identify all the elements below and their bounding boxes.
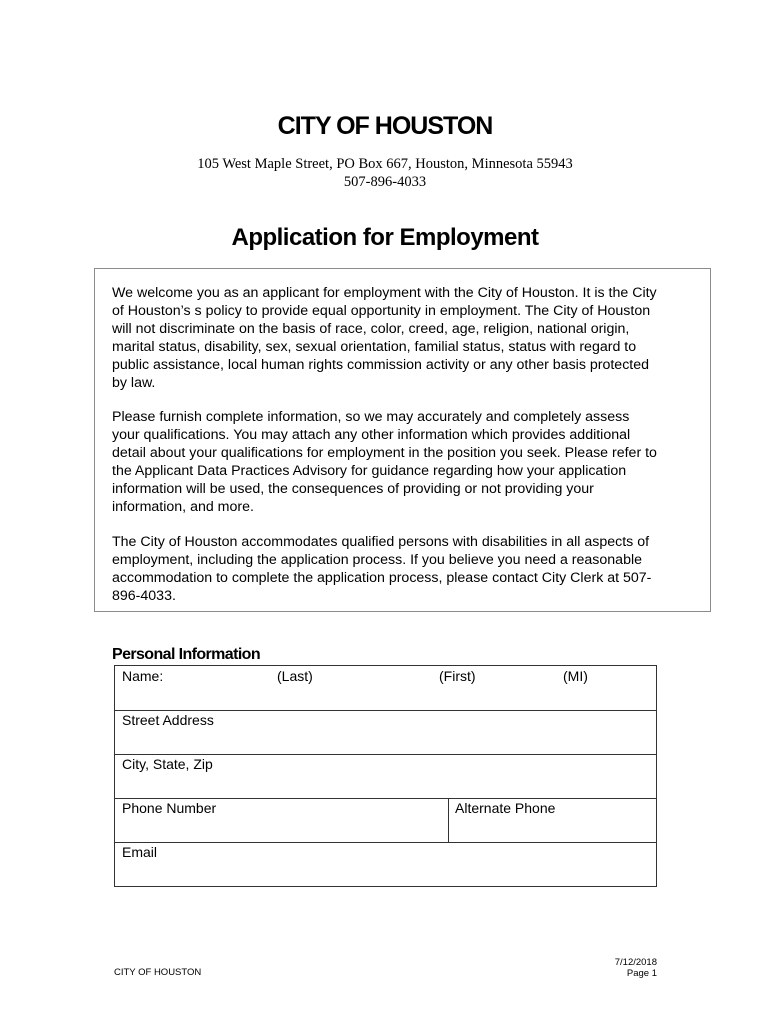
row-divider — [115, 798, 656, 799]
footer-page-number: Page 1 — [626, 968, 657, 979]
first-name-label: (First) — [439, 668, 476, 684]
name-field[interactable]: Name: — [122, 668, 164, 684]
organization-name: CITY OF HOUSTON — [277, 112, 493, 140]
intro-paragraph-accommodation: The City of Houston accommodates qualified persons with disabilities in all aspects of employment, including the application process. If you believe you need a reasonable accommodation to complete the application process, please contact City Clerk at 507-896-4033. — [112, 534, 652, 604]
email-field[interactable]: Email — [122, 844, 158, 860]
row-divider — [115, 842, 656, 843]
organization-phone: 507-896-4033 — [343, 174, 427, 190]
organization-address: 105 West Maple Street, PO Box 667, Houston, Minnesota 55943 — [197, 156, 573, 172]
alternate-phone-field[interactable]: Alternate Phone — [455, 800, 556, 816]
middle-initial-label: (MI) — [563, 668, 588, 684]
row-divider — [115, 754, 656, 755]
footer-organization: CITY OF HOUSTON — [114, 967, 202, 978]
footer-date-page — [615, 957, 657, 979]
city-state-zip-field[interactable]: City, State, Zip — [122, 756, 213, 772]
personal-information-heading: Personal Information — [112, 646, 261, 663]
last-name-label: (Last) — [277, 668, 313, 684]
street-address-field[interactable]: Street Address — [122, 712, 214, 728]
footer-date: 7/12/2018 — [614, 957, 657, 968]
intro-paragraph-equal-opportunity: We welcome you as an applicant for employment with the City of Houston. It is the City of Houston’s s policy to provide equal opportunity in employment. The City of Houston will not discriminate on the basis of race, color, creed, age, religion, national origin, marital status, disability, sex, sexual orientation, familial status, status with regard to public assistance, local human rights commission activity or any other basis protected by law. — [112, 285, 657, 391]
column-divider — [448, 798, 449, 842]
phone-number-field[interactable]: Phone Number — [122, 800, 217, 816]
personal-information-form — [114, 665, 657, 887]
row-divider — [115, 710, 656, 711]
document-title: Application for Employment — [231, 224, 539, 251]
intro-paragraph-complete-information: Please furnish complete information, so we may accurately and completely assess your qualifications. You may attach any other information which provides additional detail about your qualifications for employment in the position you seek. Please refer to the Applicant Data Practices Advisory for guidance regarding how your application information will be used, the consequences of providing or not providing your information, and more. — [112, 409, 657, 515]
